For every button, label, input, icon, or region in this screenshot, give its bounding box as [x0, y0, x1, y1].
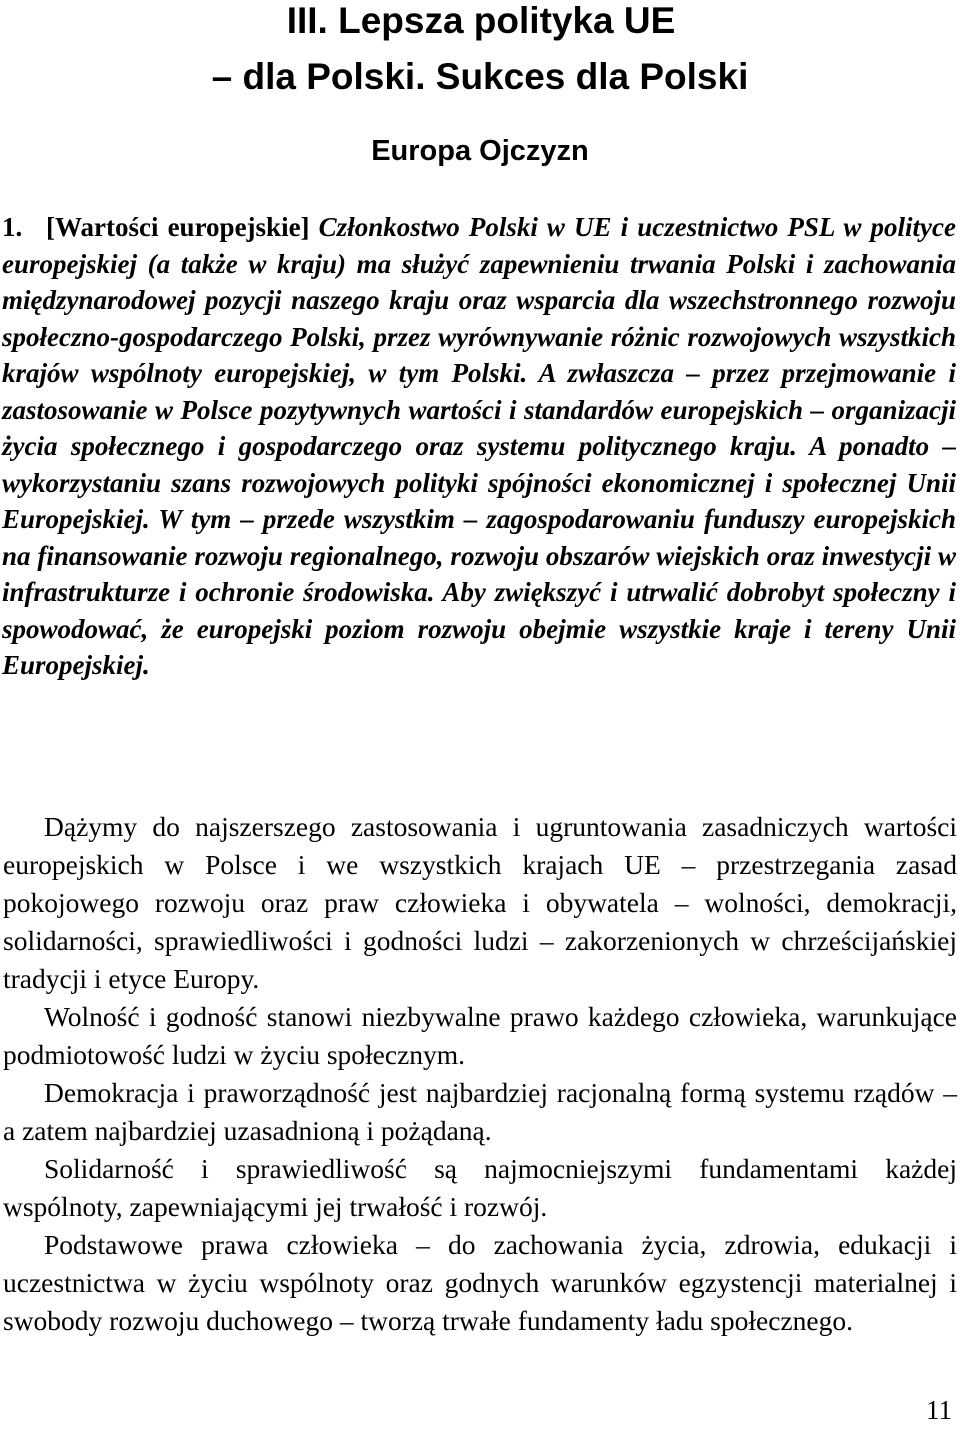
paragraph: Solidarność i sprawiedliwość są najmocniejszymi fundamentami każdej wspólnoty, zapewniającymi jej trwałość i rozwój.	[3, 1153, 957, 1222]
point-tag: [Wartości europejskie]	[46, 212, 310, 242]
section-subtitle: Europa Ojczyzn	[371, 135, 589, 167]
point-text: Członkostwo Polski w UE i uczestnictwo PSL w polityce europejskiej (a także w kraju) ma służyć zapewnieniu trwania Polski i zachowania międzynarodowej pozycji naszego kraju oraz wsparcia dla wszechstronnego rozwoju społeczno-gospodarczego Polski, przez wyrównywanie różnic rozwojowych wszystkich krajów wspólnoty europejskiej, w tym Polski. A zwłaszcza – przez przejmowanie i zastosowanie w Polsce pozytywnych wartości i standardów europejskich – organizacji życia społecznego i gospodarczego oraz systemu politycznego kraju. A ponadto – wykorzystaniu szans rozwojowych polityki spójności ekonomicznej i społecznej Unii Europejskiej. W tym – przede wszystkim – zagospodarowaniu funduszy europejskich na finansowanie rozwoju regionalnego, rozwoju obszarów wiejskich oraz inwestycji w infrastrukturze i ochronie środowiska. Aby zwiększyć i utrwalić dobrobyt społeczny i spowodować, że europejski poziom rozwoju obejmie wszystkie kraje i tereny Unii Europejskiej.	[2, 212, 956, 680]
paragraph: Demokracja i praworządność jest najbardziej racjonalną formą systemu rządów – a zatem najbardziej uzasadnioną i pożądaną.	[3, 1077, 957, 1146]
chapter-title-line1: III. Lepsza polityka UE	[286, 0, 676, 41]
paragraph: Wolność i godność stanowi niezbywalne prawo każdego człowieka, warunkujące podmiotowość ludzi w życiu społecznym.	[3, 1001, 957, 1070]
page-number: 11	[926, 1395, 952, 1425]
paragraph: Dążymy do najszerszego zastosowania i ugruntowania zasadniczych wartości europejskich w Polsce i we wszystkich krajach UE – przestrzegania zasad pokojowego rozwoju oraz praw człowieka i obywatela – wolności, demokracji, solidarności, sprawiedliwości i godności ludzi – zakorzenionych w chrześcijańskiej tradycji i etyce Europy.	[3, 811, 957, 994]
point-number: 1.	[2, 212, 23, 242]
body-text	[3, 808, 957, 1340]
point-1	[2, 209, 956, 684]
paragraph: Podstawowe prawa człowieka – do zachowania życia, zdrowia, edukacji i uczestnictwa w życiu wspólnoty oraz godnych warunków egzystencji materialnej i swobody rozwoju duchowego – tworzą trwałe fundamenty ładu społecznego.	[3, 1229, 957, 1336]
chapter-title-line2: – dla Polski. Sukces dla Polski	[211, 56, 749, 97]
